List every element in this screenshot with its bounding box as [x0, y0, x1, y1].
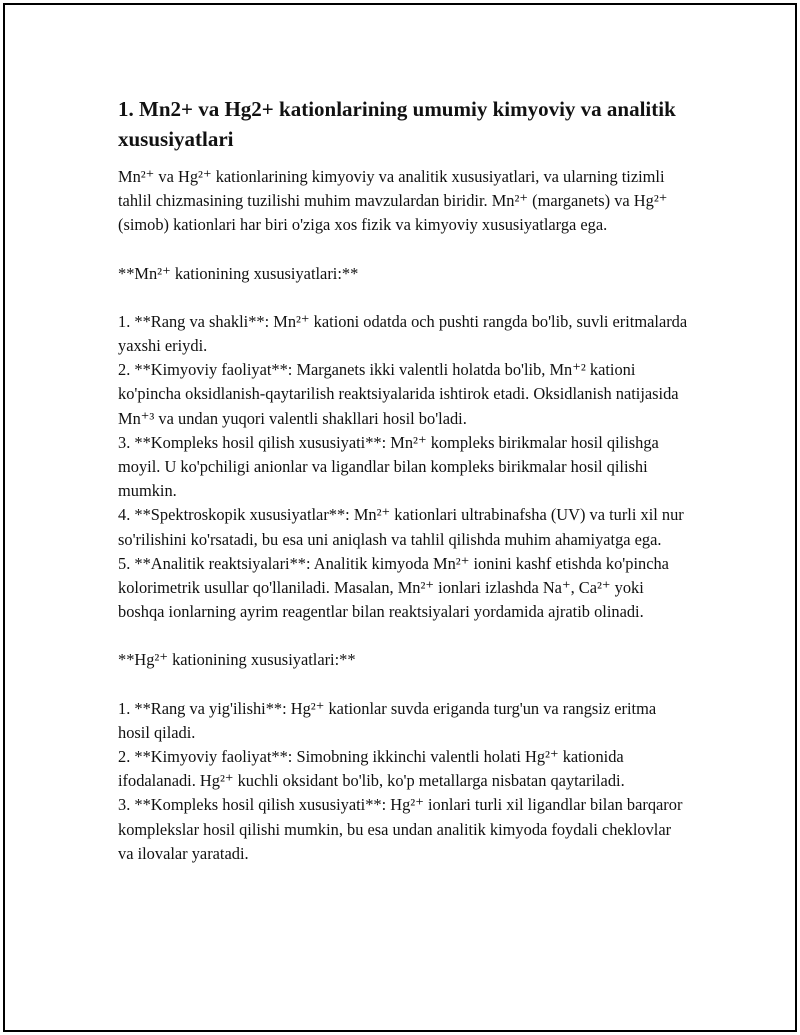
mn-list-item: 4. **Spektroskopik xususiyatlar**: Mn²⁺ kationlari ultrabinafsha (UV) va turli xil nur so'rilishini ko'rsatadi, bu esa uni aniqlash va tahlil qilishda muhim ahamiyatga ega.: [118, 505, 684, 549]
hg-list-item: 3. **Kompleks hosil qilish xususiyati**: Hg²⁺ ionlari turli xil ligandlar bilan barqaror komplekslar hosil qilishi mumkin, bu esa undan analitik kimyoda foydali cheklovlar va ilovalar yaratadi.: [118, 795, 683, 863]
spacer: [118, 624, 688, 648]
document-content: [118, 94, 688, 866]
spacer: [118, 673, 688, 697]
intro-paragraph: Mn²⁺ va Hg²⁺ kationlarining kimyoviy va analitik xususiyatlari, va ularning tizimli tahlil chizmasining tuzilishi muhim mavzulardan biridir. Mn²⁺ (marganets) va Hg²⁺ (simob) kationlari har biri o'ziga xos fizik va kimyoviy xususiyatlarga ega.: [118, 167, 668, 235]
mn-section-heading: **Mn²⁺ kationining xususiyatlari:**: [118, 263, 359, 283]
hg-section-heading: **Hg²⁺ kationining xususiyatlari:**: [118, 650, 356, 670]
hg-list-item: 1. **Rang va yig'ilishi**: Hg²⁺ kationlar suvda eriganda turg'un va rangsiz eritma hosil qiladi.: [118, 698, 657, 742]
mn-list-item: 1. **Rang va shakli**: Mn²⁺ kationi odatda och pushti rangda bo'lib, suvli eritmalarda yaxshi eriydi.: [118, 311, 688, 356]
spacer: [118, 238, 688, 262]
mn-list-item: 3. **Kompleks hosil qilish xususiyati**: Mn²⁺ kompleks birikmalar hosil qilishga moyil. U ko'pchiligi anionlar va ligandlar bilan kompleks birikmalar hosil qilishi mumkin.: [118, 432, 659, 501]
section-title: 1. Mn2+ va Hg2+ kationlarining umumiy kimyoviy va analitik xususiyatlari: [118, 97, 676, 151]
mn-list-item: 2. **Kimyoviy faoliyat**: Marganets ikki valentli holatda bo'lib, Mn⁺² kationi ko'pincha oksidlanish-qaytarilish reaktsiyalarida ishtirok etadi. Oksidlanish natijasida Mn⁺³ va undan yuqori valentli shakllari hosil bo'ladi.: [118, 360, 679, 428]
hg-list-item: 2. **Kimyoviy faoliyat**: Simobning ikkinchi valentli holati Hg²⁺ kationida ifodalanadi. Hg²⁺ kuchli oksidant bo'lib, ko'p metallarga nisbatan qaytariladi.: [118, 747, 625, 791]
mn-list-item: 5. **Analitik reaktsiyalari**: Analitik kimyoda Mn²⁺ ionini kashf etishda ko'pincha kolorimetrik usullar qo'llaniladi. Masalan, Mn²⁺ ionlari izlashda Na⁺, Ca²⁺ yoki boshqa ionlarning ayrim reagentlar bilan reaktsiyalari yordamida ajratib olinadi.: [118, 553, 669, 622]
spacer: [118, 286, 688, 310]
